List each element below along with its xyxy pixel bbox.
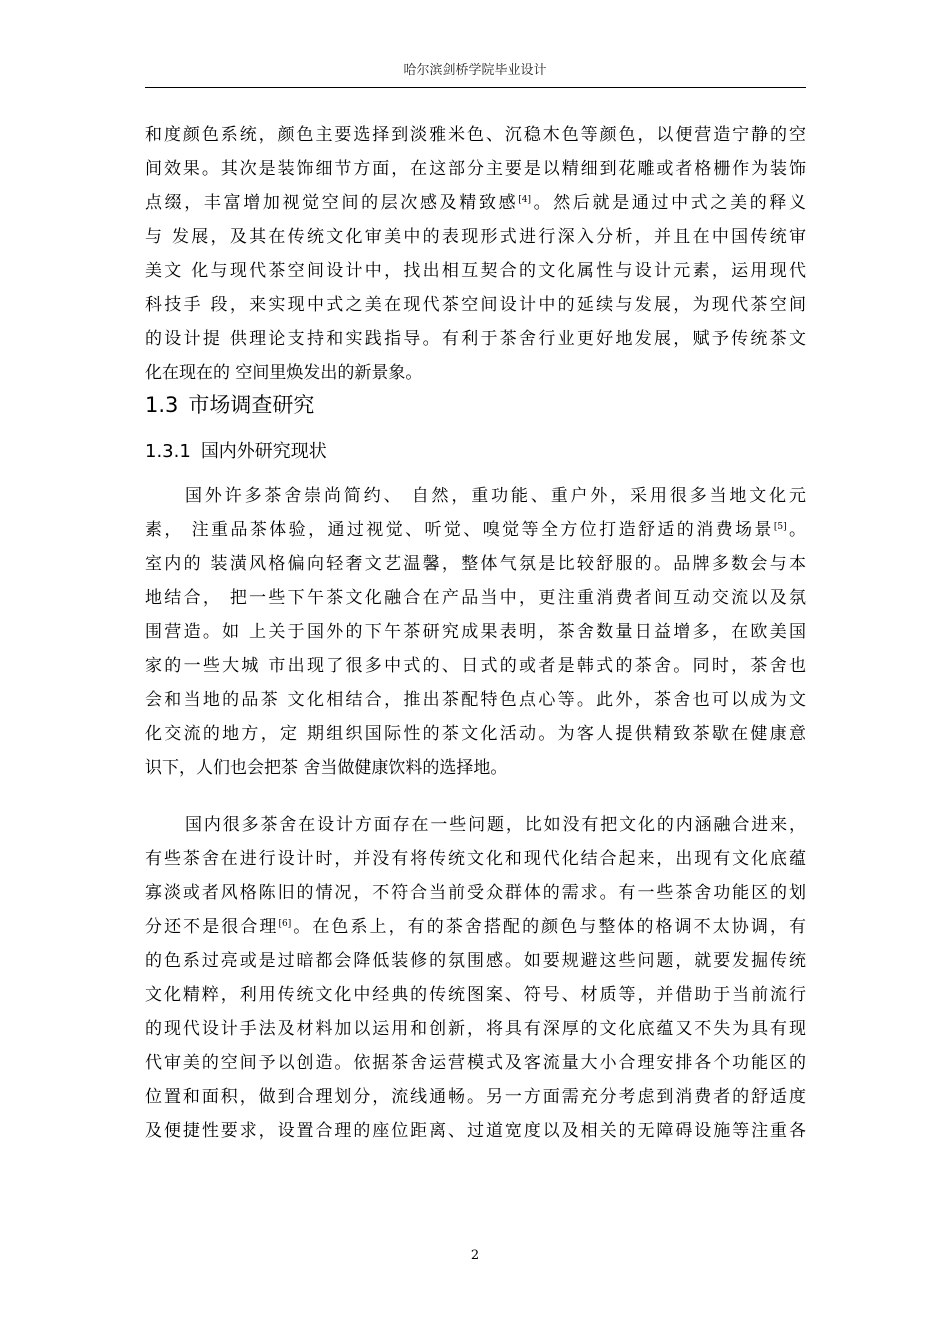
paragraph-line — [145, 910, 806, 944]
citation-marker: [4] — [518, 195, 531, 205]
paragraph-line: 会和当地的品茶 文化相结合，推出茶配特色点心等。此外，茶舍也可以成为文 — [145, 690, 806, 710]
text-run: 点缀，丰富增加视觉空间的层次感及精致感 — [145, 193, 519, 213]
paragraph-line: 位置和面积，做到合理划分，流线通畅。另一方面需充分考虑到消费者的舒适度 — [145, 1087, 806, 1107]
paragraph-line: 和度颜色系统，颜色主要选择到淡雅米色、沉稳木色等颜色，以便营造宁静的空 — [145, 125, 806, 145]
text-run: 素， 注重品茶体验，通过视觉、听觉、嗅觉等全方位打造舒适的消费场景 — [145, 520, 774, 540]
page-header-title: 哈尔滨剑桥学院毕业设计 — [403, 63, 547, 78]
paragraph-line — [145, 513, 806, 547]
paragraph-line: 间效果。其次是装饰细节方面，在这部分主要是以精细到花雕或者格栅作为装饰 — [145, 159, 806, 179]
paragraph-line: 有些茶舍在进行设计时，并没有将传统文化和现代化结合起来，出现有文化底蕴 — [145, 849, 806, 869]
text-run: 分还不是很合理 — [145, 917, 279, 937]
text-run: 。然后就是通过中式之美的释义 — [530, 193, 806, 213]
paragraph-line: 与 发展，及其在传统文化审美中的表现形式进行深入分析，并且在中国传统审 — [145, 227, 806, 247]
paragraph-line: 化在现在的 空间里焕发出的新景象。 — [145, 363, 423, 383]
subsection-heading — [145, 437, 327, 467]
section-title: 市场调查研究 — [188, 393, 315, 417]
header-divider — [145, 87, 806, 88]
paragraph-line: 家的一些大城 市出现了很多中式的、日式的或者是韩式的茶舍。同时，茶舍也 — [145, 656, 806, 676]
paragraph-line: 寡淡或者风格陈旧的情况，不符合当前受众群体的需求。有一些茶舍功能区的划 — [145, 883, 806, 903]
text-run: 。 — [786, 520, 806, 540]
paragraph-line: 化交流的地方，定 期组织国际性的茶文化活动。为客人提供精致茶歇在健康意 — [145, 724, 806, 744]
text-run: 。在色系上，有的茶舍搭配的颜色与整体的格调不太协调，有 — [291, 917, 806, 937]
paragraph-line: 识下，人们也会把茶 舍当做健康饮料的选择地。 — [145, 758, 508, 778]
paragraph-line: 代审美的空间予以创造。依据茶舍运营模式及客流量大小合理安排各个功能区的 — [145, 1053, 806, 1073]
paragraph-line: 室内的 装潢风格偏向轻奢文艺温馨，整体气氛是比较舒服的。品牌多数会与本 — [145, 554, 806, 574]
paragraph-line: 美文 化与现代茶空间设计中，找出相互契合的文化属性与设计元素，运用现代 — [145, 261, 806, 281]
paragraph-line: 及便捷性要求，设置合理的座位距离、过道宽度以及相关的无障碍设施等注重各 — [145, 1121, 806, 1141]
paragraph-line: 地结合， 把一些下午茶文化融合在产品当中，更注重消费者间互动交流以及氛 — [145, 588, 806, 608]
citation-marker: [6] — [278, 919, 292, 929]
paragraph-line: 围营造。如 上关于国外的下午茶研究成果表明，茶舍数量日益增多，在欧美国 — [145, 622, 806, 642]
paragraph-line: 文化精粹，利用传统文化中经典的传统图案、符号、材质等，并借助于当前流行 — [145, 985, 806, 1005]
paragraph-line: 的设计提 供理论支持和实践指导。有利于茶舍行业更好地发展，赋予传统茶文 — [145, 329, 806, 349]
paragraph-line: 国内很多茶舍在设计方面存在一些问题，比如没有把文化的内涵融合进来， — [185, 815, 806, 835]
section-heading — [145, 388, 314, 422]
paragraph-line — [145, 186, 806, 220]
page-number: 2 — [470, 1248, 480, 1263]
subsection-number: 1.3.1 — [145, 441, 191, 462]
paragraph-line: 科技手 段，来实现中式之美在现代茶空间设计中的延续与发展，为现代茶空间 — [145, 295, 806, 315]
citation-marker: [5] — [773, 522, 787, 532]
paragraph-line: 的现代设计手法及材料加以运用和创新，将具有深厚的文化底蕴又不失为具有现 — [145, 1019, 806, 1039]
subsection-title: 国内外研究现状 — [200, 441, 327, 462]
paragraph-line: 国外许多茶舍崇尚简约、 自然，重功能、重户外，采用很多当地文化元 — [185, 486, 806, 506]
paragraph-line: 的色系过亮或是过暗都会降低装修的氛围感。如要规避这些问题，就要发掘传统 — [145, 951, 806, 971]
section-number: 1.3 — [145, 393, 179, 417]
